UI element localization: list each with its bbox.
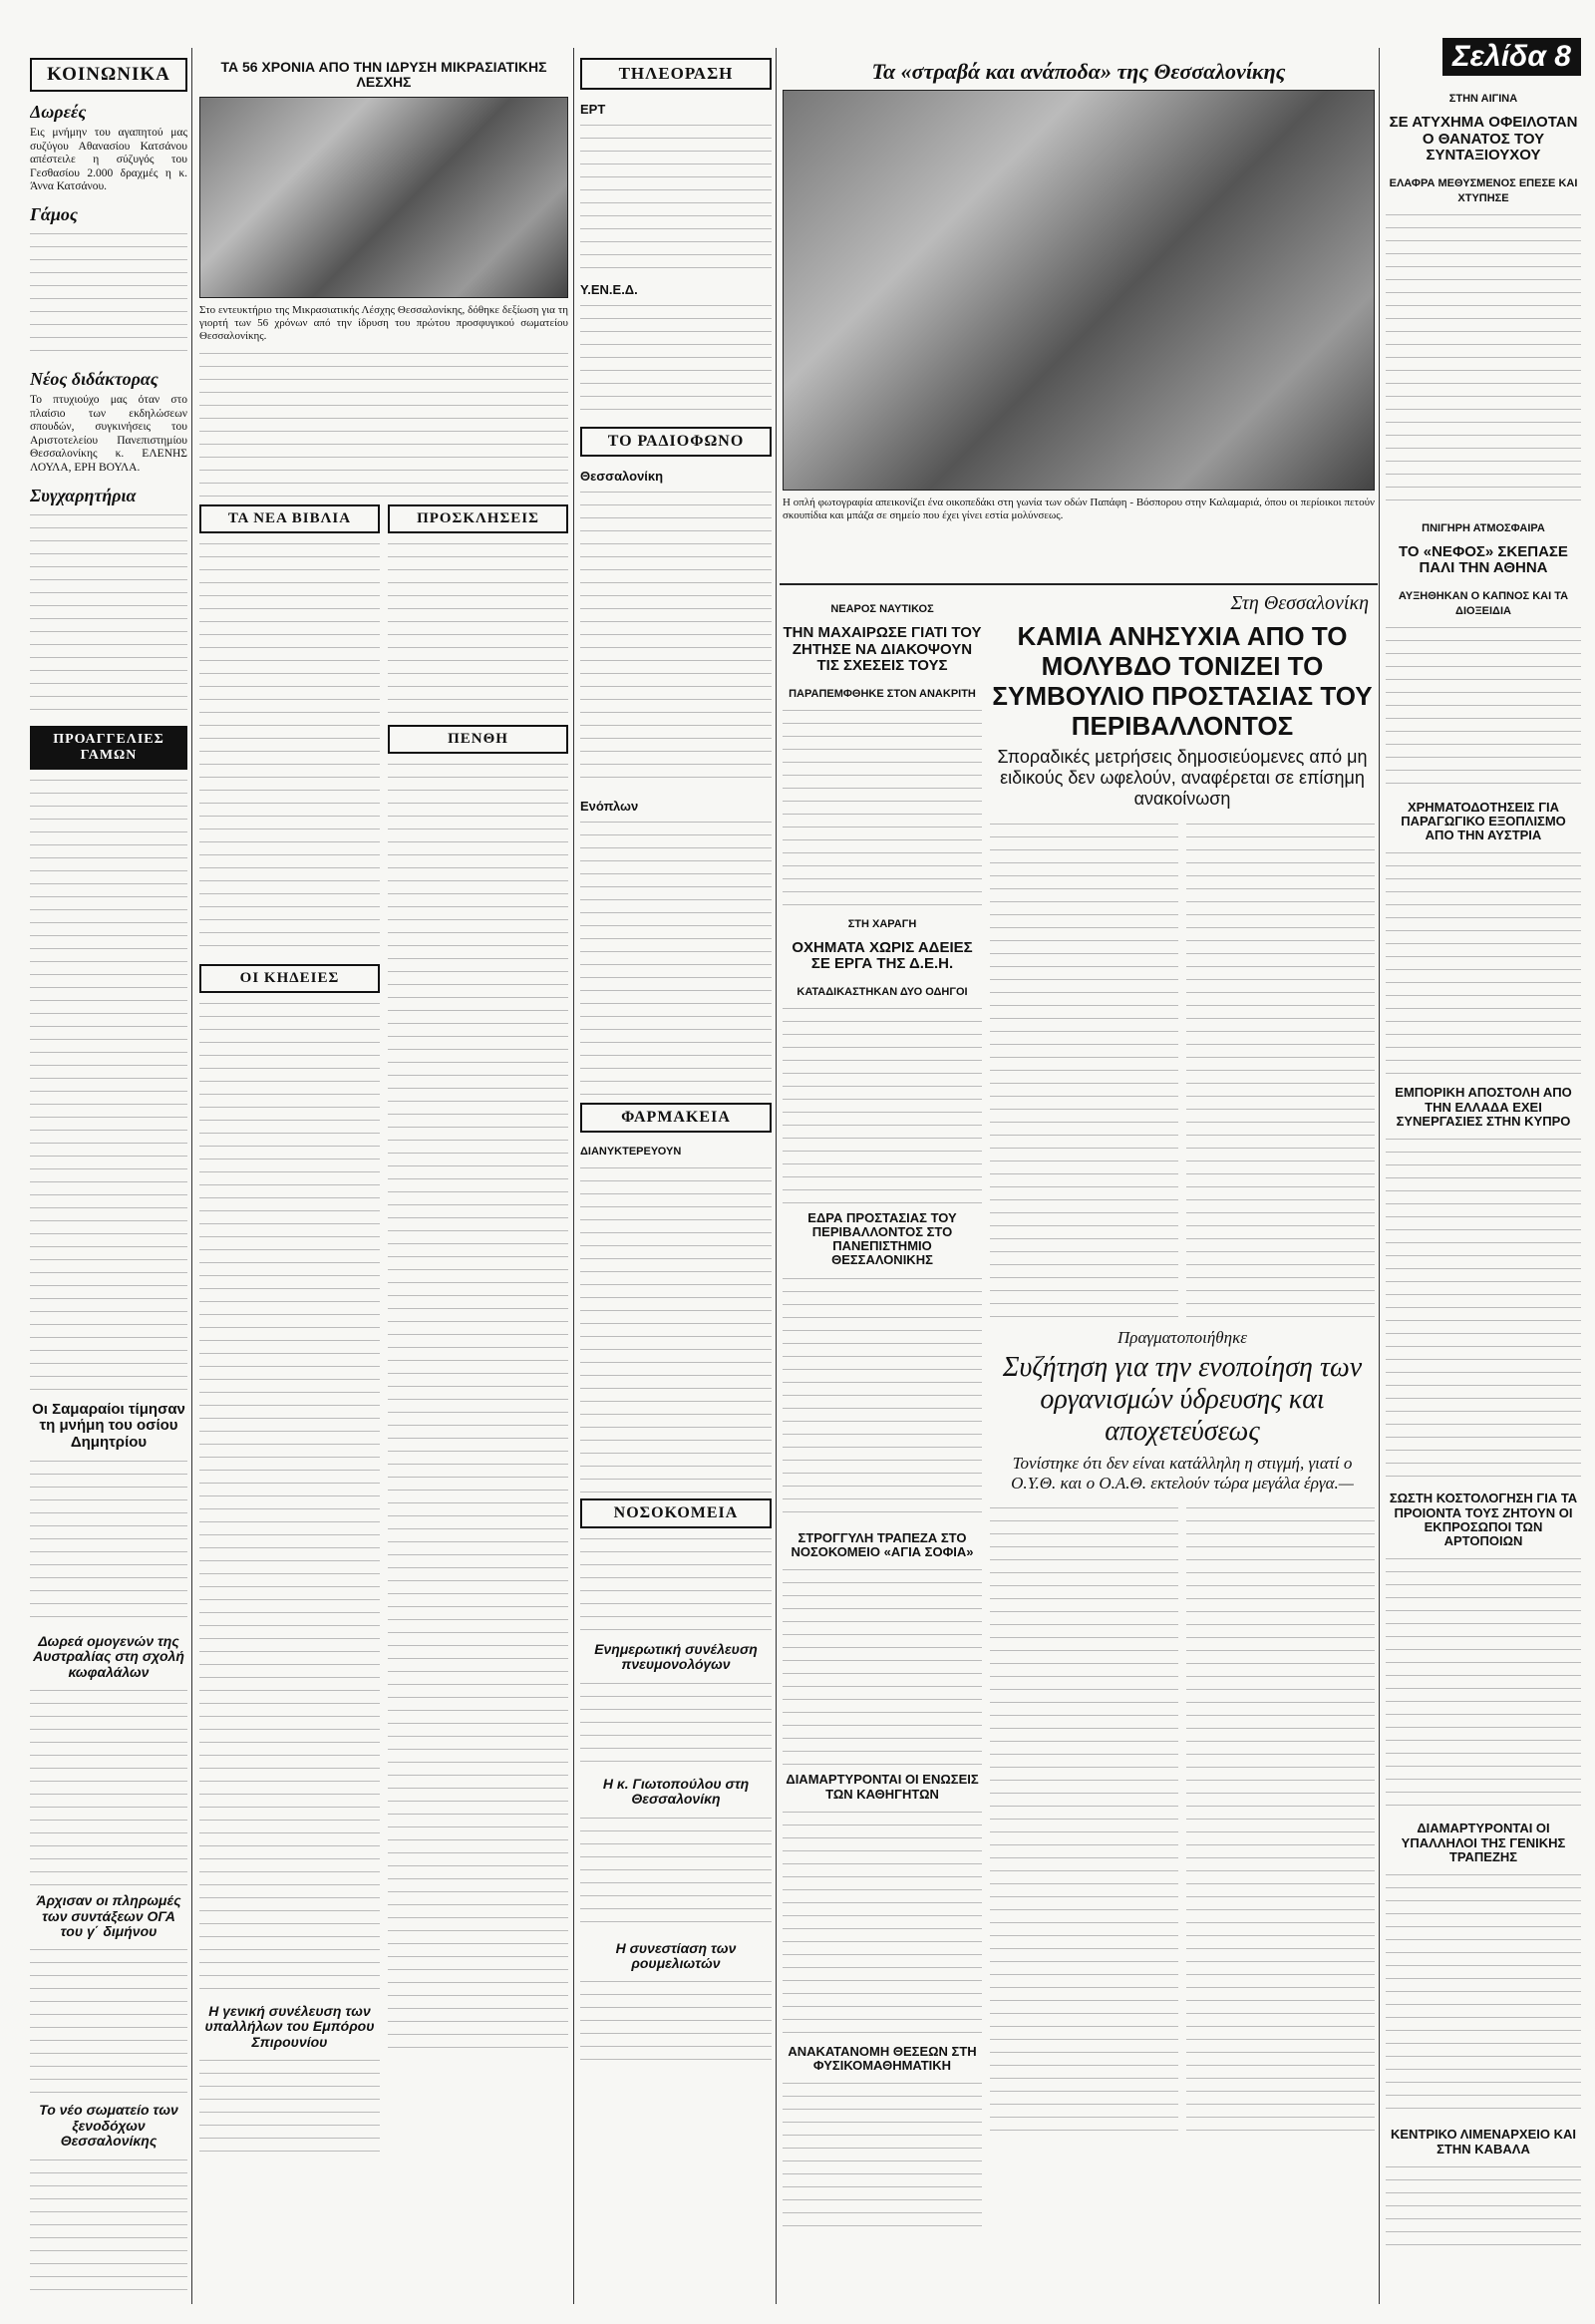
- lesxi-caption: Στο εντευκτήριο της Μικρασιατικής Λέσχης Θεσσαλονίκης, δόθηκε δεξίωση για τη γιορτή των 56 χρόνων από την ίδρυση του πρώτου προσφυγικού σωματείου Θεσσαλονίκης.: [199, 303, 568, 342]
- headline-kentriko: ΚΕΝΤΡΙΚΟ ΛΙΜΕΝΑΡΧΕΙΟ ΚΑΙ ΣΤΗΝ ΚΑΒΑΛΑ: [1391, 2127, 1576, 2157]
- headline-archisan: Άρχισαν οι πληρωμές των συντάξεων ΟΓΑ του γ΄ διμήνου: [36, 1892, 181, 1939]
- headline-56-chronia: ΤΑ 56 ΧΡΟΝΙΑ ΑΠΟ ΤΗΝ ΙΔΡΥΣΗ ΜΙΚΡΑΣΙΑΤΙΚΗΣ ΛΕΣΧΗΣ: [220, 59, 547, 91]
- text-block: [199, 999, 380, 1996]
- kicker-aigina: ΣΤΗΝ ΑΙΓΙΝΑ: [1448, 93, 1518, 105]
- text-block: [580, 1534, 772, 1634]
- doreies-text: Εις μνήμην του αγαπητού μας συζύγου Αθανασίου Κατσάνου απέστειλε η σύζυγός του Γεσθασίου 2.000 δραχμές η κ. Άννα Κατσάνου.: [30, 127, 187, 193]
- headline-anakatanomi: ΑΝΑΚΑΤΑΝΟΜΗ ΘΕΣΕΩΝ ΣΤΗ ΦΥΣΙΚΟΜΑΘΗΜΑΤΙΚΗ: [788, 2043, 977, 2074]
- text-block: [580, 1977, 772, 2067]
- text-block: [1386, 2162, 1581, 2252]
- column-social: [30, 52, 187, 2315]
- kicker-sti-thess: Στη Θεσσαλονίκη: [1230, 592, 1369, 614]
- text-block: [783, 1004, 982, 1203]
- text-block: [1386, 848, 1581, 1078]
- headline-samaraioi: Οι Σαμαραίοι τίμησαν τη μνήμη του οσίου Δημητρίου: [32, 1400, 185, 1451]
- heading-synharitiria: Συγχαρητήρια: [30, 485, 137, 505]
- text-block: [30, 1457, 187, 1626]
- headline-ochimata: ΟΧΗΜΑΤΑ ΧΩΡΙΣ ΑΔΕΙΕΣ ΣΕ ΕΡΓΑ ΤΗΣ Δ.Ε.Η.: [792, 938, 973, 972]
- text-block: [1386, 623, 1581, 793]
- subhead-afxisi: ΑΥΞΗΘΗΚΑΝ Ο ΚΑΠΝΟΣ ΚΑΙ ΤΑ ΔΙΟΞΕΙΔΙΑ: [1398, 589, 1569, 617]
- column-local-news: [783, 590, 982, 2315]
- proskliseis-column: [388, 498, 568, 2156]
- text-block: [30, 510, 187, 720]
- headline-chrimatodotiseis: ΧΡΗΜΑΤΟΔΟΤΗΣΕΙΣ ΓΙΑ ΠΑΡΑΓΩΓΙΚΟ ΕΞΟΠΛΙΣΜΟ ΑΠΟ ΤΗΝ ΑΥΣΤΡΙΑ: [1401, 799, 1566, 843]
- text-block: [30, 1945, 187, 2095]
- text-block: [1386, 1135, 1581, 1484]
- second-headline: Συζήτηση για την ενοποίηση των οργανισμών ύδρευσης και αποχετεύσεως: [1002, 1352, 1363, 1447]
- headline-stroggyli: ΣΤΡΟΓΓΥΛΗ ΤΡΑΠΕΖΑ ΣΤΟ ΝΟΣΟΚΟΜΕΙΟ «ΑΓΙΑ ΣΟΦΙΑ»: [791, 1529, 974, 1559]
- section-nosokomeia: ΝΟΣΟΚΟΜΕΙΑ: [580, 1498, 772, 1528]
- headline-atychima: ΣΕ ΑΤΥΧΗΜΑ ΟΦΕΙΛΟΤΑΝ Ο ΘΑΝΑΤΟΣ ΤΟΥ ΣΥΝΤΑΞΙΟΥΧΟΥ: [1389, 114, 1578, 164]
- headline-diamartyrontai-kathigites: ΔΙΑΜΑΡΤΥΡΟΝΤΑΙ ΟΙ ΕΝΩΣΕΙΣ ΤΩΝ ΚΑΘΗΓΗΤΩΝ: [786, 1772, 979, 1802]
- headline-sosti: ΣΩΣΤΗ ΚΟΣΤΟΛΟΓΗΣΗ ΓΙΑ ΤΑ ΠΡΟΙΟΝΤΑ ΤΟΥΣ ΖΗΤΟΥΝ ΟΙ ΕΚΠΡΟΣΩΠΟΙ ΤΩΝ ΑΡΤΟΠΟΙΩΝ: [1389, 1491, 1578, 1549]
- text-block: [30, 229, 187, 359]
- heading-gamos: Γάμος: [30, 203, 78, 224]
- kicker-neoros: ΝΕΑΡΟΣ ΝΑΥΤΙΚΟΣ: [830, 603, 934, 615]
- heading-yened: Υ.ΕΝ.Ε.Δ.: [580, 282, 638, 297]
- text-block: [1186, 1503, 1375, 2142]
- text-block: [1386, 210, 1581, 509]
- headline-edra: ΕΔΡΑ ΠΡΟΣΤΑΣΙΑΣ ΤΟΥ ΠΕΡΙΒΑΛΛΟΝΤΟΣ ΣΤΟ ΠΑΝΕΠΙΣΤΗΜΙΟ ΘΕΣΣΑΛΟΝΙΚΗΣ: [807, 1209, 957, 1268]
- section-radiofono: ΤΟ ΡΑΔΙΟΦΩΝΟ: [580, 427, 772, 457]
- main-subheadline: Σποραδικές μετρήσεις δημοσιεύομενες από μη ειδικούς δεν ωφελούν, αναφέρεται σε επίσημη ανακοίνωση: [997, 747, 1368, 809]
- text-block: [388, 539, 568, 719]
- headline-to-neo: Το νέο σωματείο των ξενοδόχων Θεσσαλονίκης: [39, 2102, 178, 2150]
- text-block: [783, 1808, 982, 2037]
- section-proskliseis: ΠΡΟΣΚΛΗΣΕΙΣ: [388, 504, 568, 533]
- column-rule: [573, 48, 574, 2304]
- section-penthi: ΠΕΝΘΗ: [388, 725, 568, 754]
- headline-maxairose: ΤΗΝ ΜΑΧΑΙΡΩΣΕ ΓΙΑΤΙ ΤΟΥ ΖΗΤΗΣΕ ΝΑ ΔΙΑΚΟΨΟΥΝ ΤΙΣ ΣΧΕΣΕΙΣ ΤΟΥΣ: [783, 624, 982, 674]
- headline-gotopoulou: Η κ. Γιωτοπούλου στη Θεσσαλονίκη: [602, 1775, 750, 1808]
- text-block: [580, 1163, 772, 1493]
- strava-caption: Η οπλή φωτογραφία απεικονίζει ένα οικοπεδάκι στη γωνία των οδών Παπάφη - Βόσπορου στην Καλαμαριά, όπου οι περίοικοι πετούν σκουπίδια και μπάζα σε σημείο που έχει γίνει εστία μολύνσεως.: [783, 497, 1375, 522]
- section-nea-vivlia: ΤΑ ΝΕΑ ΒΙΒΛΙΑ: [199, 504, 380, 533]
- subhead-elafra: ΕΛΑΦΡΑ ΜΕΘΥΣΜΕΝΟΣ ΕΠΕΣΕ ΚΑΙ ΧΤΥΠΗΣΕ: [1389, 176, 1578, 204]
- heading-thessaloniki: Θεσσαλονίκη: [580, 469, 664, 484]
- text-block: [783, 1274, 982, 1523]
- text-block: [30, 1686, 187, 1885]
- column-rule: [776, 48, 777, 2304]
- second-subheadline: Τονίστηκε ότι δεν είναι κατάλληλη η στιγμή, γιατί ο Ο.Υ.Θ. και ο Ο.Α.Θ. εκτελούν τώρα μεγάλα έργα.—: [1011, 1454, 1354, 1493]
- headline-emporiki: ΕΜΠΟΡΙΚΗ ΑΠΟΣΤΟΛΗ ΑΠΟ ΤΗΝ ΕΛΛΑΔΑ ΕΧΕΙ ΣΥΝΕΡΓΑΣΙΕΣ ΣΤΗΝ ΚΥΠΡΟ: [1395, 1085, 1572, 1129]
- section-proaggelies: ΠΡΟΑΓΓΕΛΙΕΣ ΓΑΜΩΝ: [30, 726, 187, 770]
- lesxi-photo: [199, 97, 568, 298]
- text-block: [580, 818, 772, 1097]
- photo-title: Τα «στραβά και ανάποδα» της Θεσσαλονίκης: [871, 59, 1286, 84]
- neos-didaktoras-text: Το πτυχιούχο μας όταν στο πλαίσιο των εκδηλώσεων σπουδών, συγκινήσεις του Αριστοτελείου Πανεπιστημίου Θεσσαλονίκης κ. ΕΛΕΝΗΣ ΛΟΥΛΑ, ΕΡΗ ΒΟΥΛΑ.: [30, 393, 187, 474]
- column-national-news: [1386, 80, 1581, 2313]
- text-block: [1386, 1870, 1581, 2120]
- kicker-xaragi: ΣΤΗ ΧΑΡΑΓΗ: [847, 917, 917, 930]
- text-block: [199, 349, 568, 498]
- headline-diamartyrontai-ypalliloi: ΔΙΑΜΑΡΤΥΡΟΝΤΑΙ ΟΙ ΥΠΑΛΛΗΛΟΙ ΤΗΣ ΓΕΝΙΚΗΣ ΤΡΑΠΕΖΗΣ: [1401, 1821, 1566, 1865]
- main-headline: ΚΑΜΙΑ ΑΝΗΣΥΧΙΑ ΑΠΟ ΤΟ ΜΟΛΥΒΔΟ ΤΟΝΙΖΕΙ ΤΟ ΣΥΜΒΟΥΛΙΟ ΠΡΟΣΤΑΣΙΑΣ ΤΟΥ ΠΕΡΙΒΑΛΛΟΝΤΟΣ: [992, 621, 1373, 741]
- section-farmakeia: ΦΑΡΜΑΚΕΙΑ: [580, 1103, 772, 1133]
- kicker-pragmatopoiithike: Πραγματοποιήθηκε: [1117, 1328, 1247, 1347]
- heading-diany: ΔΙΑΝΥΚΤΕΡΕΥΟΥΝ: [580, 1146, 682, 1158]
- text-block: [580, 121, 772, 270]
- section-kideies: ΟΙ ΚΗΔΕΙΕΣ: [199, 964, 380, 993]
- heading-ert: ΕΡΤ: [580, 102, 606, 117]
- headline-geniki: Η γενική συνέλευση των υπαλλήλων του Εμπόρου Σπιρουνίου: [204, 2002, 375, 2050]
- column-media: [580, 52, 772, 2315]
- text-block: [783, 1565, 982, 1765]
- column-main-story: [990, 590, 1375, 2315]
- text-block: [199, 539, 380, 958]
- text-block: [388, 760, 568, 2056]
- text-block: [30, 776, 187, 1394]
- text-block: [990, 1503, 1178, 2142]
- page-label: Σελίδα 8: [1442, 38, 1581, 76]
- text-block: [1386, 1554, 1581, 1814]
- subhead-katadikas: ΚΑΤΑΔΙΚΑΣΤΗΚΑΝ ΔΥΟ ΟΔΗΓΟΙ: [797, 985, 968, 998]
- kicker-pnigiri: ΠΝΙΓΗΡΗ ΑΤΜΟΣΦΑΙΡΑ: [1422, 521, 1545, 534]
- text-block: [580, 301, 772, 421]
- headline-nefos: ΤΟ «ΝΕΦΟΣ» ΣΚΕΠΑΣΕ ΠΑΛΙ ΤΗΝ ΑΘΗΝΑ: [1399, 542, 1568, 576]
- text-block: [990, 820, 1178, 1318]
- text-block: [580, 1814, 772, 1933]
- strava-photo: [783, 90, 1375, 491]
- photo-feature: [783, 52, 1375, 580]
- divider: [780, 583, 1378, 585]
- text-block: [580, 488, 772, 787]
- nea-vivlia-column: [199, 498, 380, 2156]
- heading-neos-didaktoras: Νέος διδάκτορας: [30, 368, 159, 389]
- text-block: [199, 2056, 380, 2156]
- column-rule: [191, 48, 192, 2304]
- headline-synestiasi: Η συνεστίαση των ρουμελιωτών: [615, 1939, 737, 1971]
- heading-doreies: Δωρεές: [30, 102, 87, 122]
- headline-enimerotiki: Ενημερωτική συνέλευση πνευμονολόγων: [594, 1641, 758, 1673]
- text-block: [30, 2156, 187, 2295]
- text-block: [783, 2079, 982, 2238]
- text-block: [783, 706, 982, 905]
- section-tileorasi: ΤΗΛΕΟΡΑΣΗ: [580, 58, 772, 90]
- heading-enoplon: Ενόπλων: [580, 799, 639, 814]
- subhead-parapemfthike: ΠΑΡΑΠΕΜΦΘΗΚΕ ΣΤΟΝ ΑΝΑΚΡΙΤΗ: [789, 687, 976, 700]
- section-koinonika: ΚΟΙΝΩΝΙΚΑ: [30, 58, 187, 92]
- text-block: [580, 1679, 772, 1769]
- text-block: [1186, 820, 1375, 1318]
- column-society: [199, 52, 568, 2315]
- column-rule: [1379, 48, 1380, 2304]
- headline-dorea: Δωρεά ομογενών της Αυστραλίας στη σχολή κωφαλάλων: [33, 1633, 184, 1680]
